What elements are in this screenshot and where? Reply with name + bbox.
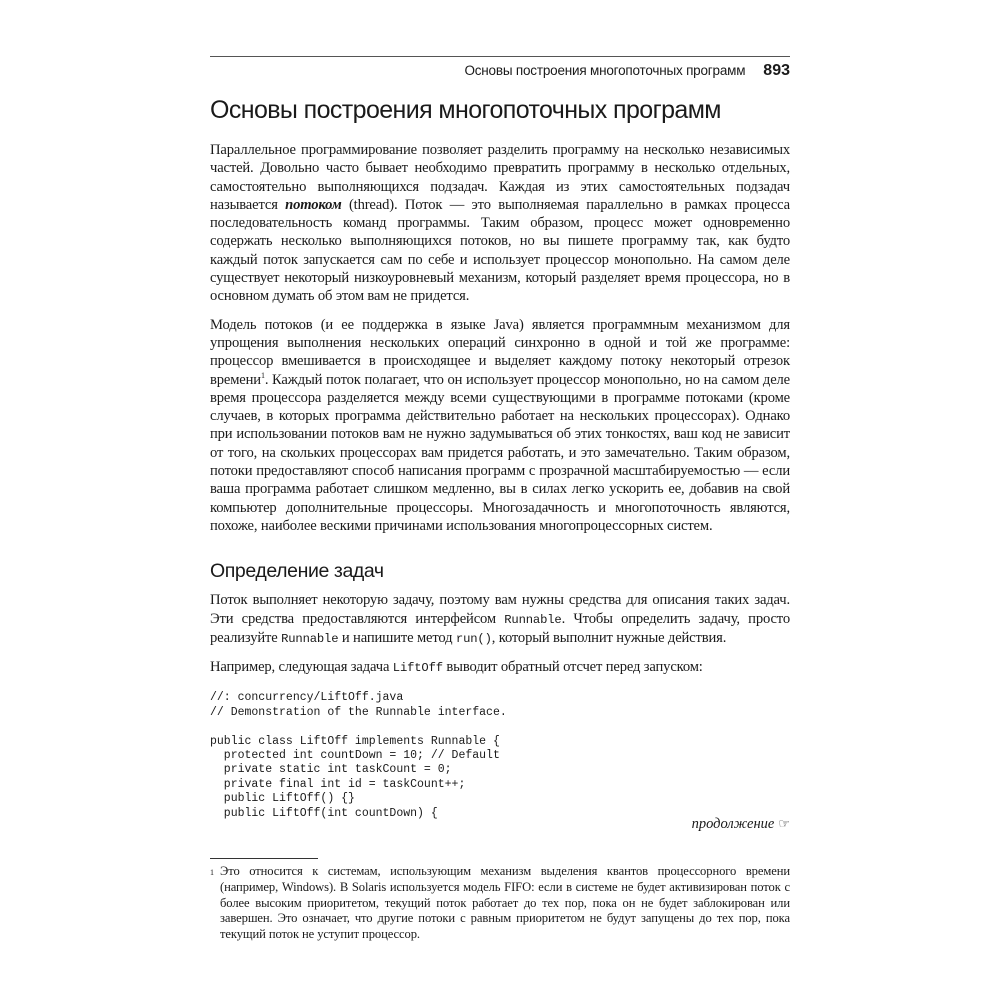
section-paragraph-2 — [210, 316, 790, 536]
running-head-title: Основы построения многопоточных программ — [464, 63, 746, 78]
footnote — [210, 864, 790, 943]
text-run: . Каждый поток полагает, что он использует процессор монопольно, но на самом деле время процессора разделяется между всеми существующими в программе потоками (кроме случаев, в которых программа действительно работает на нескольких процессорах). Однако при использовании потоков вам не нужно задумываться об этих тонкостях, ваш код не зависит от того, на скольких процессорах вам придется работать, и это замечательно. Таким образом, потоки предоставляют способ написания программ с прозрачной масштабируемостью — если ваша программа работает слишком медленно, вы в силах легко ускорить ее, добавив на свой компьютер дополнительные процессоры. Многозадачность и многопоточность являются, похоже, наиболее вескими причинами использования многопроцессорных систем. — [210, 371, 790, 534]
emphasized-term: потоком — [285, 196, 342, 213]
footnote-mark: 1 — [210, 868, 214, 877]
footnote-divider — [210, 858, 318, 859]
text-run: . Чтобы определить задачу, просто реализуйте — [210, 610, 790, 646]
footnote-text: Это относится к системам, использующим механизм выделения квантов процессорного времени (например, Windows). В Solaris используется модель FIFO: если в системе не будет активизирован поток с более высоким приоритетом, текущий поток работает до тех пор, пока он не будет заблокирован или завершен. Это означает, что другие потоки с равным приоритетом не будут запущены до тех пор, пока текущий поток не уступит процессор. — [220, 864, 790, 942]
text-run: Поток выполняет некоторую задачу, поэтому вам нужны средства для описания таких задач. Эти средства предоставляются интерфейсом — [210, 592, 790, 627]
continuation-label: продолжение — [691, 816, 775, 833]
inline-code: Runnable — [281, 631, 339, 646]
text-run: , который выполнит нужные действия. — [491, 629, 727, 646]
page-content — [210, 93, 790, 833]
text-run: Например, следующая задача — [210, 659, 393, 676]
text-run: выводит обратный отсчет перед запуском: — [442, 659, 703, 676]
footnote-reference: 1 — [260, 370, 265, 380]
page-number: 893 — [763, 62, 790, 79]
running-head — [210, 56, 790, 80]
subsection-paragraph-1 — [210, 591, 790, 648]
text-run: Модель потоков (и ее поддержка в языке Java) является программным механизмом для упрощения выполнения нескольких операций синхронно в одной и той же программе: процессор вмешивается в происходящее и выделяет каждому потоку некоторый отрезок времени — [210, 316, 790, 388]
pointing-hand-icon: ☞ — [778, 816, 790, 832]
text-run: (thread). Поток — это выполняемая параллельно в рамках процесса последовательность команд программы. Таким образом, процесс может одновременно содержать несколько выполняющихся потоков, но вы пишете программу так, как будто каждый поток запускается сам по себе и использует процессор монопольно. На самом деле существует некоторый низкоуровневый механизм, который разделяет время процессора, но в основном думать об этом вам не придется. — [210, 196, 790, 305]
text-run: Параллельное программирование позволяет разделить программу на несколько независимых частей. Довольно часто бывает необходимо превратить программу в несколько отдельных, самостоятельно выполняющихся подзадач. Каждая из этих самостоятельных подзадач называется — [210, 142, 790, 213]
text-run: и напишите метод — [338, 629, 456, 646]
section-paragraph-1 — [210, 141, 790, 306]
subsection-paragraph-2 — [210, 658, 790, 677]
inline-code: run() — [455, 631, 492, 646]
subsection-heading: Определение задач — [210, 560, 384, 583]
section-heading: Основы построения многопоточных программ — [210, 96, 721, 124]
code-listing: //: concurrency/LiftOff.java // Demonstration of the Runnable interface. public class LiftOff implements Runnable { protected int countDown = 10; // Default private static int taskCount = 0; private final int id = taskCount++; public LiftOff() {} public LiftOff(int countDown) { — [210, 691, 507, 820]
inline-code: Runnable — [504, 612, 562, 627]
inline-code: LiftOff — [392, 661, 443, 676]
